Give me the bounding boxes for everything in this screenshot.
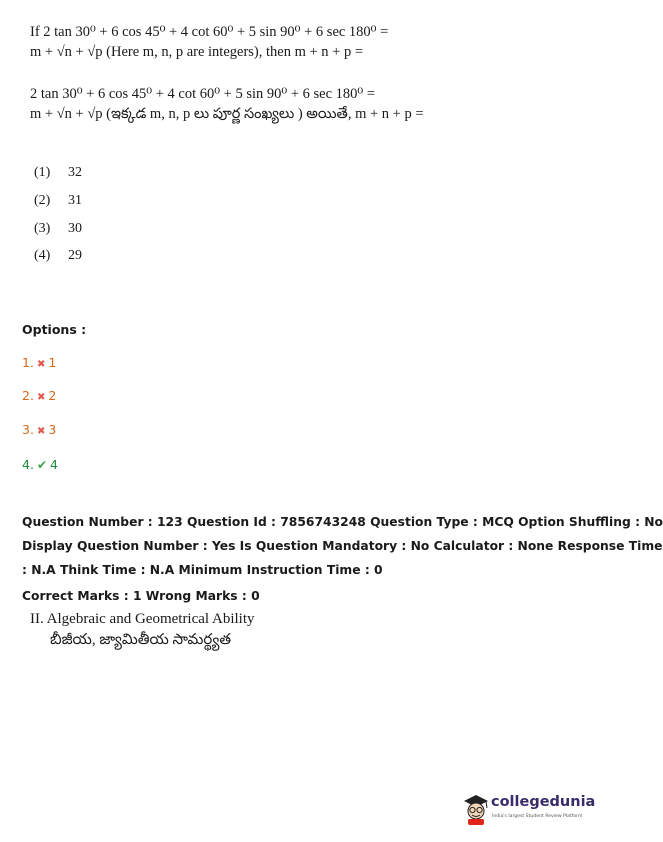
question-english-line-2: m + √n + √p (Here m, n, p are integers), then m + n + p = [30,44,364,60]
collegedunia-logo [462,790,596,830]
choice-item[interactable] [22,457,58,472]
cross-icon: ✖ [36,426,46,437]
question-telugu-line-2: m + √n + √p (ఇక్కడ m, n, p లు పూర్ణ సంఖ్యలు ) అయితే, m + n + p = [30,106,424,122]
answer-value: 30 [68,221,82,236]
choice-value: 1 [48,355,57,370]
answer-value: 29 [68,248,82,263]
choice-value: 3 [48,422,57,437]
section-title-telugu: బీజీయ, జ్యామితీయ సామర్థ్యత [50,632,232,648]
question-english-line-1: If 2 tan 30⁰ + 6 cos 45⁰ + 4 cot 60⁰ + 5 sin 90⁰ + 6 sec 180⁰ = [30,24,389,40]
answer-number: (4) [34,248,51,263]
choice-prefix: 3. [22,422,34,437]
student-mascot-icon [462,792,490,826]
meta-line-1: Question Number : 123 Question Id : 7856743248 Question Type : MCQ Option Shuffling : No [22,515,663,529]
answer-value: 31 [68,193,82,208]
options-label: Options : [22,322,87,337]
choice-prefix: 4. [22,457,34,472]
choice-prefix: 2. [22,388,34,403]
answer-item [34,248,82,264]
section-title-english: II. Algebraic and Geometrical Ability [30,611,255,627]
choice-item[interactable] [22,355,56,370]
choice-item[interactable] [22,388,56,403]
answer-item [34,193,82,209]
answer-item [34,165,82,181]
logo-tagline: India's largest Student Review Platform [492,814,583,819]
choice-prefix: 1. [22,355,34,370]
meta-line-3: : N.A Think Time : N.A Minimum Instruction Time : 0 [22,563,383,577]
answer-number: (2) [34,193,51,208]
question-telugu-line-1: 2 tan 30⁰ + 6 cos 45⁰ + 4 cot 60⁰ + 5 sin 90⁰ + 6 sec 180⁰ = [30,86,376,102]
meta-line-2: Display Question Number : Yes Is Question Mandatory : No Calculator : None Response Time [22,539,663,553]
choice-item[interactable] [22,422,56,437]
check-icon: ✔ [36,458,47,472]
answer-number: (1) [34,165,51,180]
marks-line: Correct Marks : 1 Wrong Marks : 0 [22,589,260,603]
answer-number: (3) [34,221,51,236]
choice-value: 2 [48,388,57,403]
cross-icon: ✖ [36,392,46,403]
answer-item [34,221,82,237]
cross-icon: ✖ [36,359,46,370]
logo-wordmark: collegedunia [491,794,596,810]
answer-value: 32 [68,165,82,180]
choice-value: 4 [50,457,58,472]
